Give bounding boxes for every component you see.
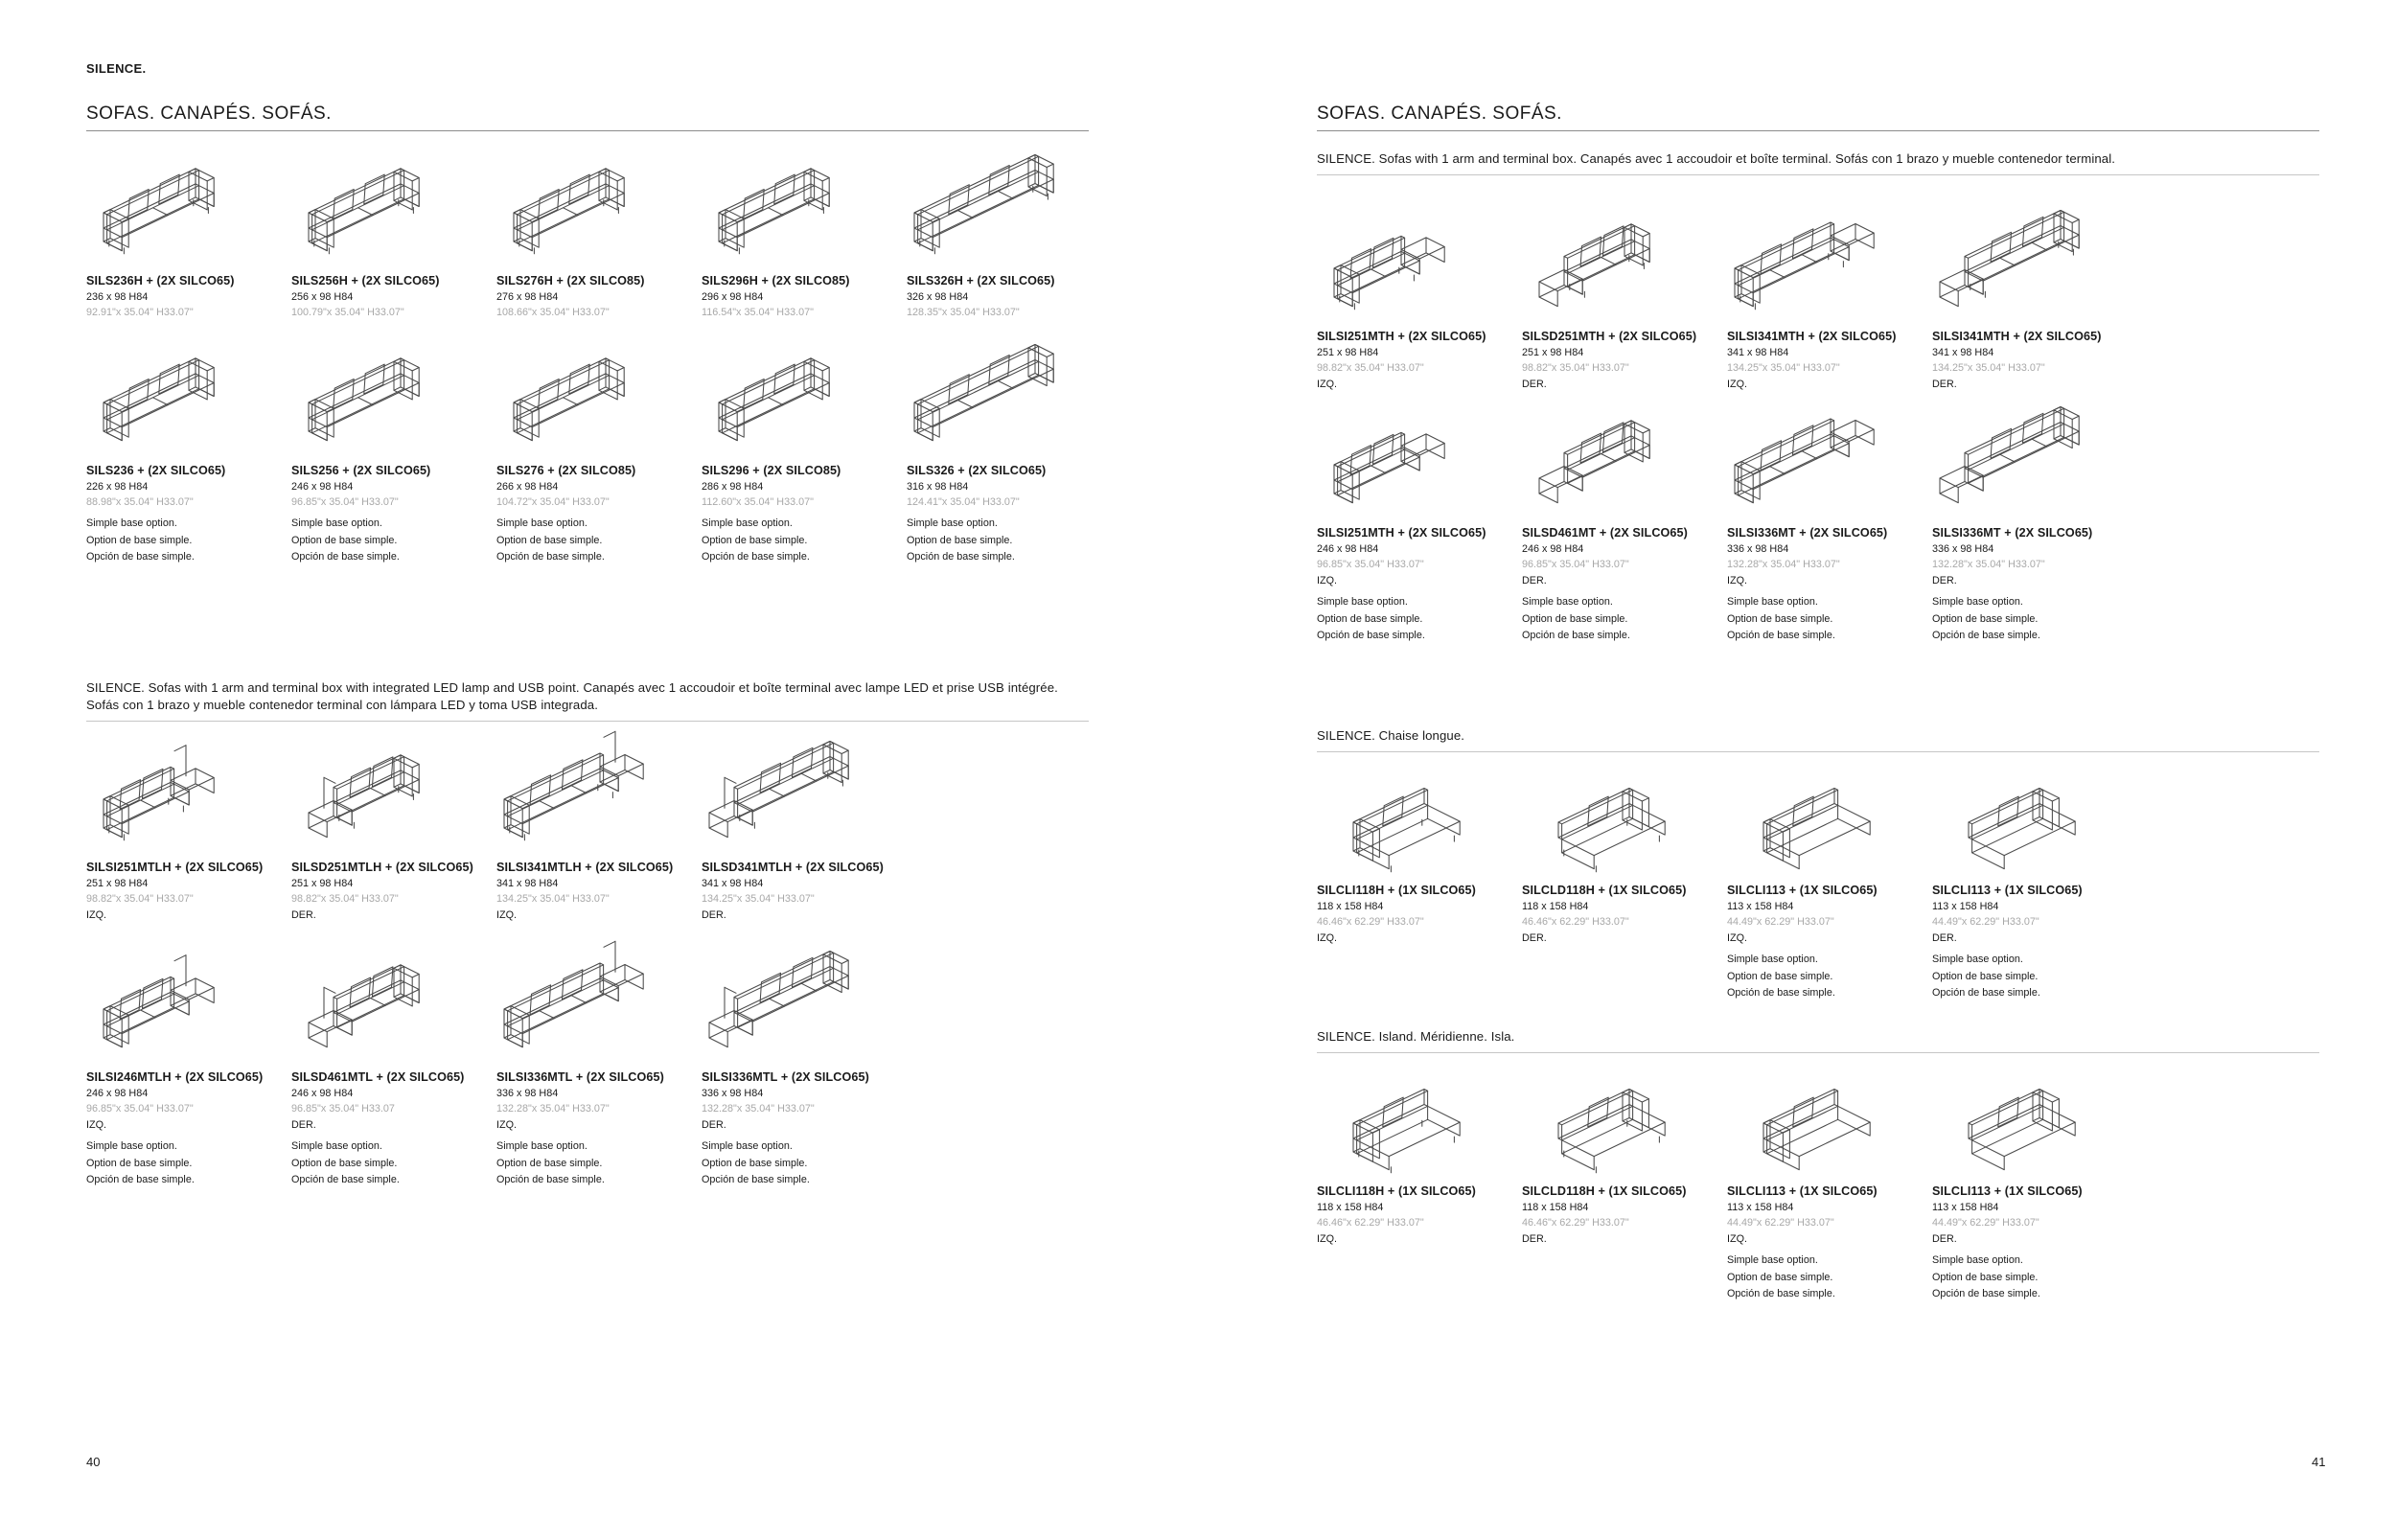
base-option-note bbox=[291, 1138, 493, 1189]
note-line: Opción de base simple. bbox=[907, 551, 1015, 563]
base-option-note bbox=[291, 516, 493, 566]
product-code: SILS326H + (2X SILCO65) bbox=[907, 274, 1055, 287]
product-card bbox=[1317, 1071, 1518, 1303]
product-code: SILS296H + (2X SILCO85) bbox=[702, 274, 850, 287]
note-line: Simple base option. bbox=[496, 517, 587, 529]
base-option-note bbox=[496, 516, 698, 566]
note-line: Option de base simple. bbox=[907, 534, 1013, 546]
product-code: SILCLD118H + (1X SILCO65) bbox=[1522, 1184, 1687, 1198]
sofa-drawing bbox=[1317, 770, 1461, 876]
product-dimensions-cm: 316 x 98 H84 bbox=[907, 481, 969, 493]
product-card bbox=[907, 161, 1108, 318]
section-caption-terminal: SILENCE. Sofas with 1 arm and terminal box. Canapés avec 1 accoudoir et boîte terminal. Sofás con 1 brazo y mueble contenedor terminal. bbox=[1317, 151, 2116, 166]
sofa-drawing bbox=[1727, 413, 1871, 518]
product-card bbox=[702, 161, 903, 318]
note-line: Simple base option. bbox=[1727, 954, 1818, 965]
product-dimensions-cm: 246 x 98 H84 bbox=[291, 1088, 354, 1099]
note-line: Simple base option. bbox=[1317, 596, 1408, 608]
base-option-note bbox=[1727, 1253, 1928, 1303]
product-dimensions-inches: 104.72"x 35.04" H33.07" bbox=[496, 496, 610, 508]
section-caption-chaise: SILENCE. Chaise longue. bbox=[1317, 728, 1465, 743]
product-code: SILS326 + (2X SILCO65) bbox=[907, 464, 1047, 477]
section-divider bbox=[1317, 1052, 2319, 1053]
product-side: DER. bbox=[1932, 575, 1957, 586]
note-line: Opción de base simple. bbox=[1317, 630, 1425, 641]
product-dimensions-cm: 113 x 158 H84 bbox=[1932, 1202, 1999, 1213]
product-dimensions-cm: 341 x 98 H84 bbox=[1932, 347, 1994, 358]
product-dimensions-inches: 96.85"x 35.04" H33.07" bbox=[291, 496, 399, 508]
product-dimensions-inches: 44.49"x 62.29" H33.07" bbox=[1932, 1217, 2039, 1229]
note-line: Simple base option. bbox=[86, 517, 177, 529]
product-dimensions-cm: 118 x 158 H84 bbox=[1522, 1202, 1589, 1213]
note-line: Opción de base simple. bbox=[86, 551, 195, 563]
product-code: SILSI341MTH + (2X SILCO65) bbox=[1932, 330, 2102, 343]
product-card bbox=[1727, 217, 1928, 390]
product-dimensions-cm: 336 x 98 H84 bbox=[496, 1088, 559, 1099]
product-code: SILSD251MTH + (2X SILCO65) bbox=[1522, 330, 1697, 343]
product-card bbox=[1727, 413, 1928, 645]
product-dimensions-cm: 236 x 98 H84 bbox=[86, 291, 149, 303]
note-line: Simple base option. bbox=[291, 517, 382, 529]
product-card bbox=[496, 957, 698, 1189]
product-side: DER. bbox=[1522, 379, 1547, 390]
note-line: Opción de base simple. bbox=[1522, 630, 1630, 641]
sofa-drawing bbox=[702, 747, 845, 853]
product-side: IZQ. bbox=[1727, 575, 1747, 586]
product-dimensions-cm: 118 x 158 H84 bbox=[1522, 901, 1589, 912]
note-line: Option de base simple. bbox=[1932, 1271, 2039, 1283]
product-dimensions-inches: 132.28"x 35.04" H33.07" bbox=[1932, 559, 2045, 570]
note-line: Simple base option. bbox=[1727, 1254, 1818, 1266]
sofa-drawing bbox=[291, 957, 435, 1063]
product-dimensions-inches: 98.82"x 35.04" H33.07" bbox=[1317, 362, 1424, 374]
note-line: Option de base simple. bbox=[1727, 1271, 1833, 1283]
sofa-drawing bbox=[86, 957, 230, 1063]
product-card bbox=[1317, 217, 1518, 390]
product-dimensions-inches: 98.82"x 35.04" H33.07" bbox=[1522, 362, 1629, 374]
sofa-drawing bbox=[496, 351, 640, 456]
product-card bbox=[1522, 413, 1723, 645]
product-dimensions-cm: 341 x 98 H84 bbox=[1727, 347, 1789, 358]
note-line: Option de base simple. bbox=[496, 534, 603, 546]
sofa-drawing bbox=[496, 747, 640, 853]
sofa-drawing bbox=[1727, 1071, 1871, 1177]
product-code: SILSI246MTLH + (2X SILCO65) bbox=[86, 1070, 264, 1084]
product-dimensions-inches: 134.25"x 35.04" H33.07" bbox=[1727, 362, 1840, 374]
product-dimensions-cm: 286 x 98 H84 bbox=[702, 481, 764, 493]
product-dimensions-inches: 134.25"x 35.04" H33.07" bbox=[1932, 362, 2045, 374]
sofa-drawing bbox=[702, 161, 845, 266]
product-side: DER. bbox=[702, 909, 726, 921]
product-dimensions-inches: 44.49"x 62.29" H33.07" bbox=[1727, 916, 1834, 928]
product-dimensions-inches: 134.25"x 35.04" H33.07" bbox=[496, 893, 610, 905]
note-line: Simple base option. bbox=[496, 1140, 587, 1152]
product-code: SILCLD118H + (1X SILCO65) bbox=[1522, 884, 1687, 897]
note-line: Simple base option. bbox=[291, 1140, 382, 1152]
product-code: SILS276H + (2X SILCO85) bbox=[496, 274, 645, 287]
product-dimensions-inches: 134.25"x 35.04" H33.07" bbox=[702, 893, 815, 905]
product-dimensions-inches: 100.79"x 35.04" H33.07" bbox=[291, 307, 404, 318]
note-line: Option de base simple. bbox=[702, 534, 808, 546]
sofa-drawing bbox=[702, 351, 845, 456]
sofa-drawing bbox=[1317, 217, 1461, 322]
note-line: Opción de base simple. bbox=[1932, 630, 2040, 641]
note-line: Simple base option. bbox=[907, 517, 998, 529]
product-dimensions-cm: 113 x 158 H84 bbox=[1727, 1202, 1794, 1213]
product-code: SILS256 + (2X SILCO65) bbox=[291, 464, 431, 477]
product-dimensions-inches: 46.46"x 62.29" H33.07" bbox=[1317, 1217, 1424, 1229]
product-dimensions-inches: 96.85"x 35.04" H33.07" bbox=[1522, 559, 1629, 570]
note-line: Option de base simple. bbox=[1932, 612, 2039, 625]
sofa-drawing bbox=[291, 351, 435, 456]
product-card bbox=[907, 351, 1108, 566]
note-line: Option de base simple. bbox=[291, 1157, 398, 1169]
sofa-drawing bbox=[907, 351, 1050, 456]
base-option-note bbox=[1317, 594, 1518, 645]
product-code: SILSI341MTLH + (2X SILCO65) bbox=[496, 861, 674, 874]
sofa-drawing bbox=[86, 747, 230, 853]
product-side: DER. bbox=[291, 909, 316, 921]
product-dimensions-cm: 226 x 98 H84 bbox=[86, 481, 149, 493]
product-code: SILCLI113 + (1X SILCO65) bbox=[1932, 884, 2083, 897]
product-side: DER. bbox=[1932, 932, 1957, 944]
product-dimensions-inches: 44.49"x 62.29" H33.07" bbox=[1727, 1217, 1834, 1229]
sofa-drawing bbox=[907, 161, 1050, 266]
product-card bbox=[291, 161, 493, 318]
product-code: SILSD461MT + (2X SILCO65) bbox=[1522, 526, 1688, 540]
product-side: DER. bbox=[1522, 1233, 1547, 1245]
sofa-drawing bbox=[496, 161, 640, 266]
product-dimensions-cm: 246 x 98 H84 bbox=[1522, 543, 1584, 555]
product-side: IZQ. bbox=[86, 1119, 106, 1131]
product-card bbox=[1932, 770, 2133, 1002]
sofa-drawing bbox=[496, 957, 640, 1063]
note-line: Simple base option. bbox=[702, 1140, 793, 1152]
product-side: DER. bbox=[1522, 575, 1547, 586]
product-card bbox=[702, 957, 903, 1189]
product-code: SILSI336MT + (2X SILCO65) bbox=[1932, 526, 2093, 540]
product-code: SILS276 + (2X SILCO85) bbox=[496, 464, 636, 477]
note-line: Opción de base simple. bbox=[496, 1174, 605, 1185]
sofa-drawing bbox=[1727, 217, 1871, 322]
product-code: SILS256H + (2X SILCO65) bbox=[291, 274, 440, 287]
product-side: DER. bbox=[1522, 932, 1547, 944]
product-dimensions-cm: 246 x 98 H84 bbox=[1317, 543, 1379, 555]
product-card bbox=[291, 351, 493, 566]
product-code: SILS236H + (2X SILCO65) bbox=[86, 274, 235, 287]
product-code: SILSI251MTH + (2X SILCO65) bbox=[1317, 526, 1486, 540]
product-dimensions-cm: 251 x 98 H84 bbox=[1522, 347, 1584, 358]
product-code: SILSI336MT + (2X SILCO65) bbox=[1727, 526, 1888, 540]
note-line: Option de base simple. bbox=[1727, 970, 1833, 982]
product-card bbox=[702, 747, 903, 921]
product-dimensions-inches: 132.28"x 35.04" H33.07" bbox=[496, 1103, 610, 1115]
product-dimensions-inches: 46.46"x 62.29" H33.07" bbox=[1522, 1217, 1629, 1229]
note-line: Option de base simple. bbox=[496, 1157, 603, 1169]
product-card bbox=[1522, 1071, 1723, 1303]
product-dimensions-inches: 92.91"x 35.04" H33.07" bbox=[86, 307, 194, 318]
product-dimensions-inches: 132.28"x 35.04" H33.07" bbox=[1727, 559, 1840, 570]
base-option-note bbox=[1932, 952, 2133, 1002]
product-dimensions-cm: 118 x 158 H84 bbox=[1317, 901, 1384, 912]
product-dimensions-inches: 44.49"x 62.29" H33.07" bbox=[1932, 916, 2039, 928]
note-line: Opción de base simple. bbox=[1932, 987, 2040, 999]
product-card bbox=[1317, 770, 1518, 1002]
section-divider bbox=[86, 721, 1089, 722]
product-code: SILSI251MTLH + (2X SILCO65) bbox=[86, 861, 264, 874]
product-code: SILSI336MTL + (2X SILCO65) bbox=[496, 1070, 664, 1084]
product-dimensions-cm: 113 x 158 H84 bbox=[1932, 901, 1999, 912]
sofa-drawing bbox=[1522, 1071, 1666, 1177]
base-option-note bbox=[1932, 594, 2133, 645]
product-card bbox=[1932, 217, 2133, 390]
base-option-note bbox=[86, 1138, 288, 1189]
note-line: Opción de base simple. bbox=[86, 1174, 195, 1185]
product-code: SILSI336MTL + (2X SILCO65) bbox=[702, 1070, 869, 1084]
product-card bbox=[1932, 413, 2133, 645]
section-divider bbox=[1317, 751, 2319, 752]
note-line: Opción de base simple. bbox=[702, 1174, 810, 1185]
product-side: IZQ. bbox=[86, 909, 106, 921]
note-line: Option de base simple. bbox=[1522, 612, 1628, 625]
product-grid-terminal bbox=[1317, 217, 2137, 645]
product-code: SILSD251MTLH + (2X SILCO65) bbox=[291, 861, 473, 874]
product-dimensions-cm: 336 x 98 H84 bbox=[1932, 543, 1994, 555]
sofa-drawing bbox=[1932, 1071, 2076, 1177]
product-dimensions-cm: 251 x 98 H84 bbox=[1317, 347, 1379, 358]
sofa-drawing bbox=[1932, 217, 2076, 322]
product-dimensions-inches: 128.35"x 35.04" H33.07" bbox=[907, 307, 1020, 318]
product-dimensions-inches: 46.46"x 62.29" H33.07" bbox=[1522, 916, 1629, 928]
product-card bbox=[86, 351, 288, 566]
base-option-note bbox=[1727, 594, 1928, 645]
product-dimensions-inches: 98.82"x 35.04" H33.07" bbox=[86, 893, 194, 905]
product-card bbox=[291, 747, 493, 921]
product-dimensions-cm: 251 x 98 H84 bbox=[86, 878, 149, 889]
note-line: Opción de base simple. bbox=[496, 551, 605, 563]
note-line: Option de base simple. bbox=[702, 1157, 808, 1169]
product-side: IZQ. bbox=[496, 909, 517, 921]
product-dimensions-inches: 116.54"x 35.04" H33.07" bbox=[702, 307, 814, 318]
sofa-drawing bbox=[702, 957, 845, 1063]
product-dimensions-inches: 132.28"x 35.04" H33.07" bbox=[702, 1103, 815, 1115]
note-line: Simple base option. bbox=[1522, 596, 1613, 608]
title-divider bbox=[86, 130, 1089, 131]
note-line: Simple base option. bbox=[1932, 1254, 2023, 1266]
note-line: Simple base option. bbox=[702, 517, 793, 529]
sofa-drawing bbox=[1317, 413, 1461, 518]
product-side: IZQ. bbox=[1317, 932, 1337, 944]
sofa-drawing bbox=[1727, 770, 1871, 876]
note-line: Simple base option. bbox=[1932, 954, 2023, 965]
note-line: Option de base simple. bbox=[86, 534, 193, 546]
product-dimensions-cm: 118 x 158 H84 bbox=[1317, 1202, 1384, 1213]
note-line: Opción de base simple. bbox=[1727, 987, 1835, 999]
sofa-drawing bbox=[1522, 770, 1666, 876]
product-side: IZQ. bbox=[1317, 575, 1337, 586]
sofa-drawing bbox=[86, 351, 230, 456]
product-code: SILCLI113 + (1X SILCO65) bbox=[1727, 884, 1878, 897]
note-line: Opción de base simple. bbox=[291, 551, 400, 563]
base-option-note bbox=[1932, 1253, 2133, 1303]
product-side: IZQ. bbox=[496, 1119, 517, 1131]
sofa-drawing bbox=[86, 161, 230, 266]
product-code: SILCLI118H + (1X SILCO65) bbox=[1317, 1184, 1476, 1198]
product-dimensions-cm: 341 x 98 H84 bbox=[496, 878, 559, 889]
product-dimensions-inches: 96.85"x 35.04" H33.07" bbox=[1317, 559, 1424, 570]
product-card bbox=[86, 747, 288, 921]
product-dimensions-cm: 341 x 98 H84 bbox=[702, 878, 764, 889]
sofa-drawing bbox=[1522, 413, 1666, 518]
product-dimensions-cm: 336 x 98 H84 bbox=[1727, 543, 1789, 555]
product-dimensions-cm: 336 x 98 H84 bbox=[702, 1088, 764, 1099]
product-code: SILSD341MTLH + (2X SILCO65) bbox=[702, 861, 884, 874]
product-dimensions-cm: 251 x 98 H84 bbox=[291, 878, 354, 889]
page-title: SOFAS. CANAPÉS. SOFÁS. bbox=[86, 103, 332, 124]
base-option-note bbox=[702, 1138, 903, 1189]
section-caption-led: SILENCE. Sofas with 1 arm and terminal box with integrated LED lamp and USB point. Canapés avec 1 accoudoir et boîte terminal avec lampe LED et prise USB intégrée. Sofás con 1 brazo y mueble contenedor terminal con lámpara LED y toma USB integrada. bbox=[86, 680, 1058, 712]
right-page bbox=[1198, 0, 2396, 1540]
note-line: Option de base simple. bbox=[1727, 612, 1833, 625]
product-side: IZQ. bbox=[1727, 379, 1747, 390]
product-grid-led-terminal bbox=[86, 747, 907, 1189]
base-option-note bbox=[1522, 594, 1723, 645]
product-dimensions-cm: 266 x 98 H84 bbox=[496, 481, 559, 493]
product-side: DER. bbox=[702, 1119, 726, 1131]
product-dimensions-inches: 98.82"x 35.04" H33.07" bbox=[291, 893, 399, 905]
product-code: SILCLI113 + (1X SILCO65) bbox=[1932, 1184, 2083, 1198]
product-card bbox=[86, 957, 288, 1189]
product-side: IZQ. bbox=[1317, 1233, 1337, 1245]
section-caption-island: SILENCE. Island. Méridienne. Isla. bbox=[1317, 1029, 1515, 1044]
title-divider bbox=[1317, 130, 2319, 131]
product-card bbox=[496, 161, 698, 318]
product-side: DER. bbox=[1932, 1233, 1957, 1245]
note-line: Option de base simple. bbox=[291, 534, 398, 546]
sofa-drawing bbox=[1317, 1071, 1461, 1177]
product-card bbox=[1522, 217, 1723, 390]
base-option-note bbox=[496, 1138, 698, 1189]
note-line: Simple base option. bbox=[1727, 596, 1818, 608]
note-line: Opción de base simple. bbox=[1727, 1288, 1835, 1299]
product-dimensions-inches: 124.41"x 35.04" H33.07" bbox=[907, 496, 1020, 508]
product-dimensions-inches: 112.60"x 35.04" H33.07" bbox=[702, 496, 814, 508]
product-side: IZQ. bbox=[1727, 1233, 1747, 1245]
product-side: IZQ. bbox=[1727, 932, 1747, 944]
product-card bbox=[1522, 770, 1723, 1002]
product-card bbox=[86, 161, 288, 318]
sofa-drawing bbox=[1932, 413, 2076, 518]
page-title: SOFAS. CANAPÉS. SOFÁS. bbox=[1317, 103, 1562, 124]
product-dimensions-cm: 246 x 98 H84 bbox=[291, 481, 354, 493]
product-code: SILCLI118H + (1X SILCO65) bbox=[1317, 884, 1476, 897]
product-dimensions-cm: 276 x 98 H84 bbox=[496, 291, 559, 303]
base-option-note bbox=[86, 516, 288, 566]
product-code: SILSI341MTH + (2X SILCO65) bbox=[1727, 330, 1897, 343]
note-line: Option de base simple. bbox=[86, 1157, 193, 1169]
product-code: SILS296 + (2X SILCO85) bbox=[702, 464, 841, 477]
product-dimensions-inches: 96.85"x 35.04" H33.07 bbox=[291, 1103, 395, 1115]
sofa-drawing bbox=[291, 747, 435, 853]
sofa-drawing bbox=[1932, 770, 2076, 876]
note-line: Opción de base simple. bbox=[702, 551, 810, 563]
product-dimensions-cm: 256 x 98 H84 bbox=[291, 291, 354, 303]
product-card bbox=[702, 351, 903, 566]
product-code: SILCLI113 + (1X SILCO65) bbox=[1727, 1184, 1878, 1198]
product-card bbox=[496, 351, 698, 566]
section-divider bbox=[1317, 174, 2319, 175]
product-dimensions-cm: 246 x 98 H84 bbox=[86, 1088, 149, 1099]
note-line: Option de base simple. bbox=[1317, 612, 1423, 625]
product-dimensions-inches: 88.98"x 35.04" H33.07" bbox=[86, 496, 194, 508]
product-card bbox=[1317, 413, 1518, 645]
note-line: Simple base option. bbox=[1932, 596, 2023, 608]
note-line: Simple base option. bbox=[86, 1140, 177, 1152]
sofa-drawing bbox=[291, 161, 435, 266]
product-dimensions-cm: 326 x 98 H84 bbox=[907, 291, 969, 303]
note-line: Opción de base simple. bbox=[291, 1174, 400, 1185]
note-line: Opción de base simple. bbox=[1932, 1288, 2040, 1299]
brand-label: SILENCE. bbox=[86, 61, 147, 76]
product-grid-chaise bbox=[1317, 770, 2137, 1002]
product-card bbox=[291, 957, 493, 1189]
product-dimensions-inches: 46.46"x 62.29" H33.07" bbox=[1317, 916, 1424, 928]
product-dimensions-cm: 296 x 98 H84 bbox=[702, 291, 764, 303]
product-card bbox=[496, 747, 698, 921]
product-dimensions-cm: 113 x 158 H84 bbox=[1727, 901, 1794, 912]
product-side: IZQ. bbox=[1317, 379, 1337, 390]
product-code: SILS236 + (2X SILCO65) bbox=[86, 464, 226, 477]
product-dimensions-inches: 108.66"x 35.04" H33.07" bbox=[496, 307, 610, 318]
product-card bbox=[1727, 1071, 1928, 1303]
product-card bbox=[1727, 770, 1928, 1002]
base-option-note bbox=[907, 516, 1108, 566]
product-card bbox=[1932, 1071, 2133, 1303]
base-option-note bbox=[702, 516, 903, 566]
sofa-drawing bbox=[1522, 217, 1666, 322]
product-code: SILSD461MTL + (2X SILCO65) bbox=[291, 1070, 465, 1084]
page-number: 41 bbox=[2312, 1455, 2326, 1469]
base-option-note bbox=[1727, 952, 1928, 1002]
product-dimensions-inches: 96.85"x 35.04" H33.07" bbox=[86, 1103, 194, 1115]
product-code: SILSI251MTH + (2X SILCO65) bbox=[1317, 330, 1486, 343]
page-number: 40 bbox=[86, 1455, 101, 1469]
note-line: Option de base simple. bbox=[1932, 970, 2039, 982]
product-side: DER. bbox=[291, 1119, 316, 1131]
product-grid-island bbox=[1317, 1071, 2137, 1303]
note-line: Opción de base simple. bbox=[1727, 630, 1835, 641]
product-grid-sofas bbox=[86, 161, 1112, 566]
product-side: DER. bbox=[1932, 379, 1957, 390]
